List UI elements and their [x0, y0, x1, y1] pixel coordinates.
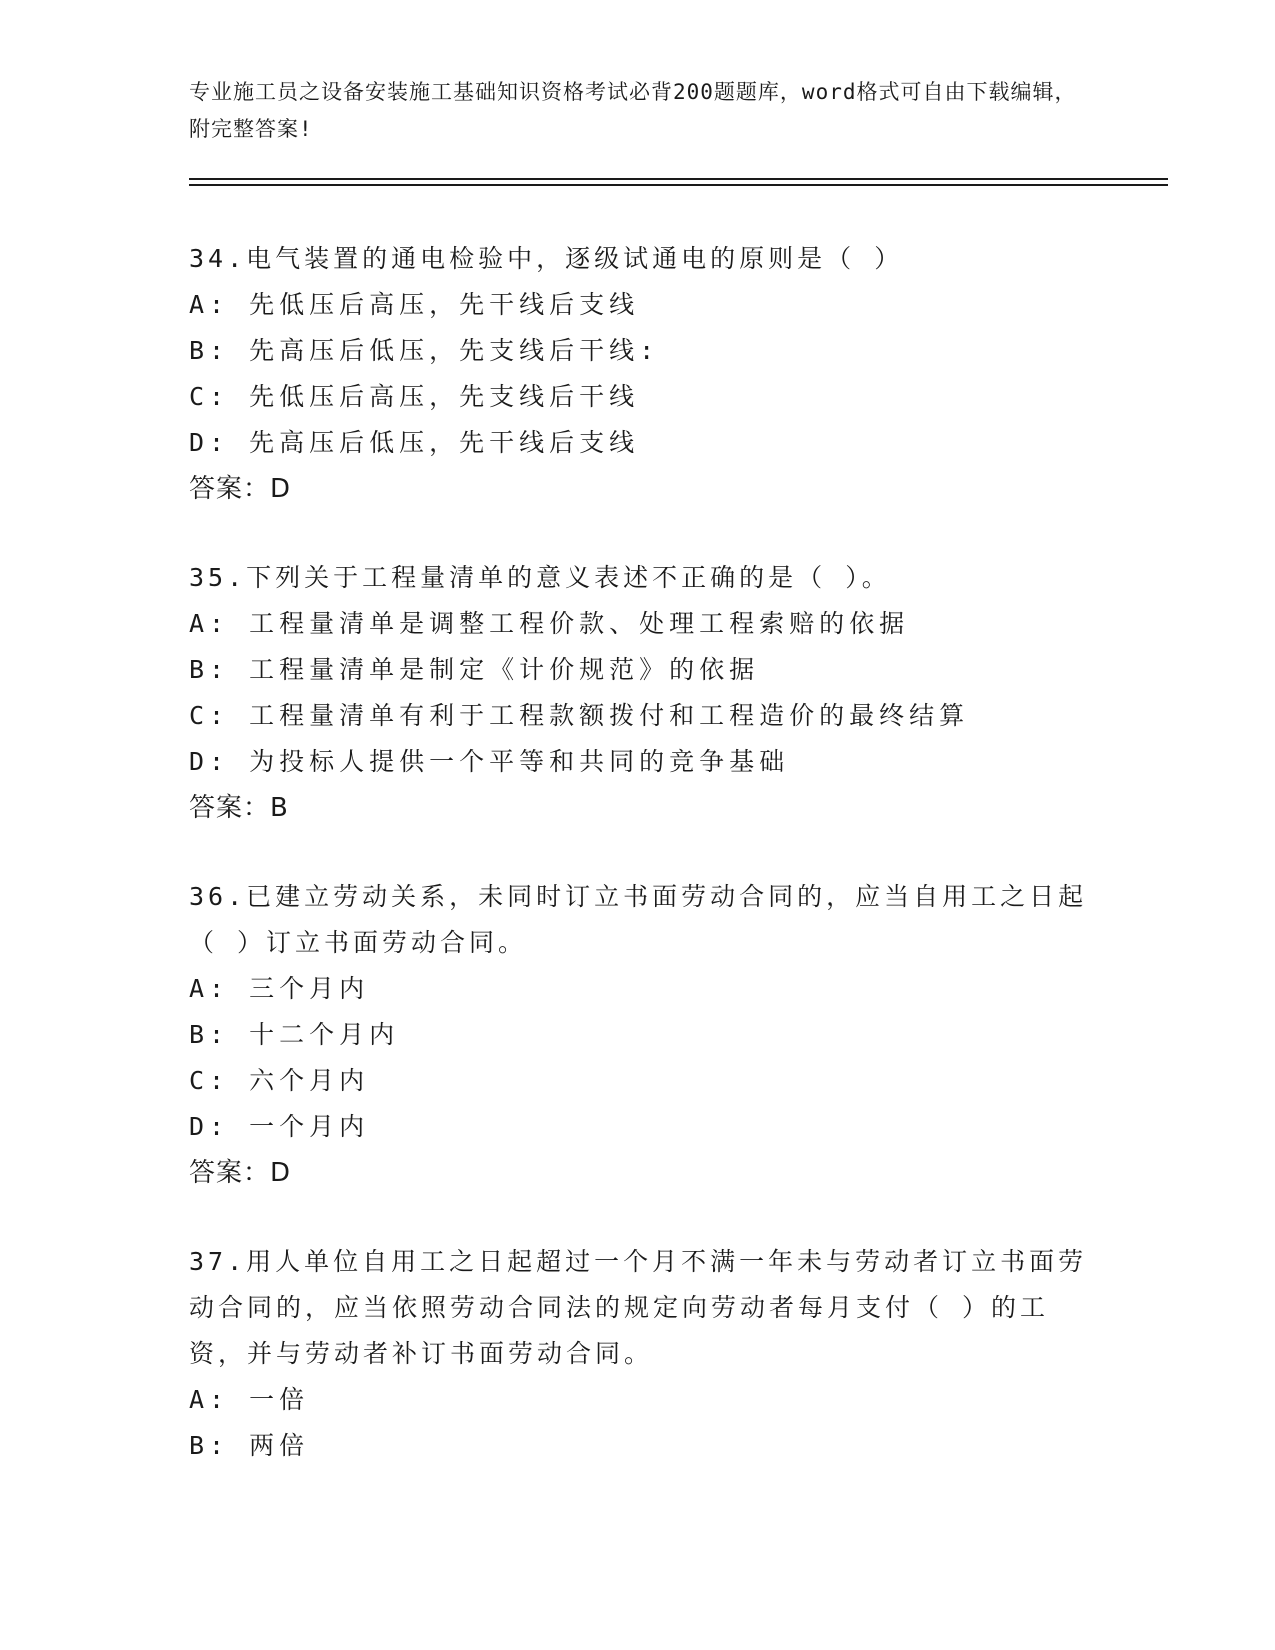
- option-b: B: 工程量清单是制定《计价规范》的依据: [189, 655, 760, 684]
- answer-line: 答案：D: [189, 1158, 292, 1188]
- header-rule-bottom: [189, 184, 1168, 186]
- question-34: [189, 236, 1089, 512]
- question-stem: 34.电气装置的通电检验中，逐级试通电的原则是（ ）: [189, 244, 904, 273]
- question-stem: 37.用人单位自用工之日起超过一个月不满一年未与劳动者订立书面劳动合同的，应当依照劳动合同法的规定向劳动者每月支付（ ）的工资，并与劳动者补订书面劳动合同。: [189, 1247, 1088, 1368]
- question-list: [189, 236, 1089, 1512]
- question-stem: 35.下列关于工程量清单的意义表述不正确的是（ ）。: [189, 563, 891, 592]
- option-d: D: 一个月内: [189, 1112, 370, 1141]
- option-a: A: 先低压后高压，先干线后支线: [189, 290, 640, 319]
- option-c: C: 工程量清单有利于工程款额拨付和工程造价的最终结算: [189, 701, 970, 730]
- option-c: C: 先低压后高压，先支线后干线: [189, 382, 640, 411]
- option-a: A: 一倍: [189, 1385, 310, 1414]
- question-stem: 36.已建立劳动关系，未同时订立书面劳动合同的，应当自用工之日起（ ）订立书面劳动合同。: [189, 882, 1088, 957]
- option-c: C: 六个月内: [189, 1066, 370, 1095]
- option-d: D: 为投标人提供一个平等和共同的竞争基础: [189, 747, 790, 776]
- header-rule-top: [189, 178, 1168, 180]
- option-b: B: 两倍: [189, 1431, 310, 1460]
- question-36: [189, 874, 1089, 1196]
- option-b: B: 先高压后低压，先支线后干线:: [189, 336, 660, 365]
- question-35: [189, 555, 1089, 831]
- option-d: D: 先高压后低压，先干线后支线: [189, 428, 640, 457]
- option-b: B: 十二个月内: [189, 1020, 400, 1049]
- question-37: [189, 1239, 1089, 1469]
- option-a: A: 三个月内: [189, 974, 370, 1003]
- option-a: A: 工程量清单是调整工程价款、处理工程索赔的依据: [189, 609, 910, 638]
- document-header: 专业施工员之设备安装施工基础知识资格考试必背200题题库，word格式可自由下载编辑，附完整答案!: [189, 80, 1077, 141]
- answer-line: 答案：D: [189, 474, 292, 504]
- answer-line: 答案：B: [189, 793, 289, 823]
